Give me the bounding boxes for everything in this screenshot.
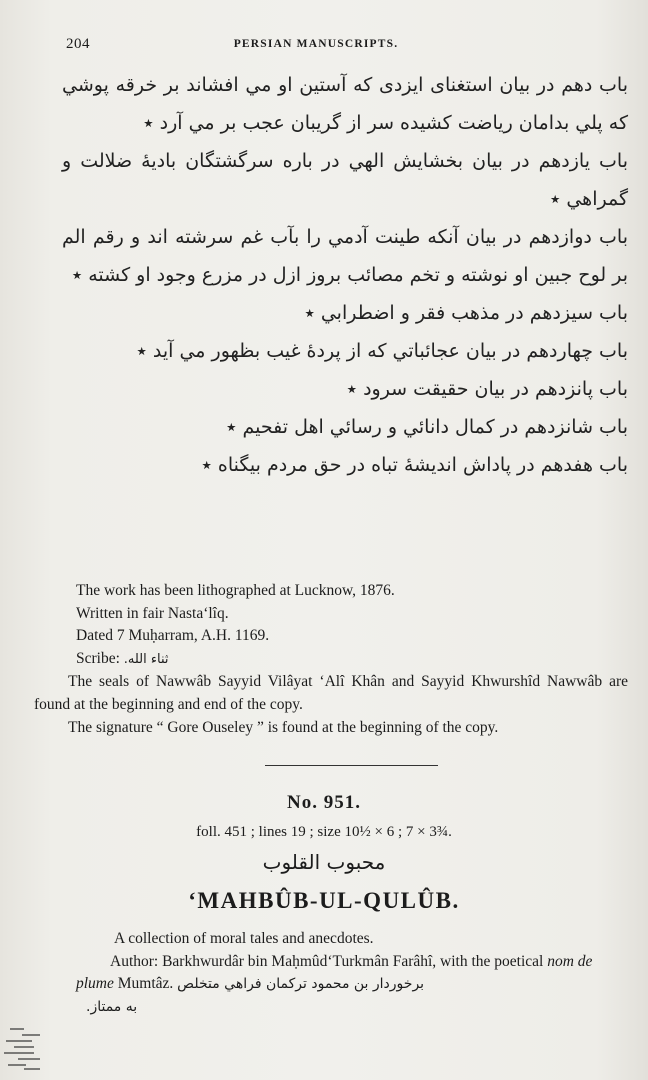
- nom-de-plume-label: nom de plume: [76, 952, 593, 992]
- entry-author: [76, 951, 628, 996]
- entry-number: No. 951.: [287, 792, 361, 813]
- note-lithographed: The work has been lithographed at Lucknow, 1876.: [76, 582, 395, 599]
- chapter-16: باب شانزدهم در كمال دانائي و رسائي اهل تفحيم ٭: [226, 416, 628, 438]
- author-label: Author:: [110, 952, 159, 970]
- author-persian: برخوردار بن محمود تركمان فراهي متخلص: [177, 976, 425, 992]
- note-signature: The signature “ Gore Ouseley ” is found at the beginning of the copy.: [68, 718, 499, 736]
- section-divider: [265, 765, 438, 766]
- entry-meta: foll. 451 ; lines 19 ; size 10½ × 6 ; 7 × 3¾.: [196, 824, 452, 840]
- page-number: 204: [66, 36, 90, 52]
- note-dated: Dated 7 Muḥarram, A.H. 1169.: [76, 627, 270, 645]
- running-title: PERSIAN MANUSCRIPTS.: [233, 38, 399, 50]
- note-written: Written in fair Nasta‘lîq.: [76, 604, 229, 622]
- entry-description: A collection of moral tales and anecdotes.: [114, 930, 374, 947]
- manuscript-notes: [34, 580, 628, 739]
- author-text: Barkhwurdâr bin Maḥmûd‘Turkmân Farâhî, with the poetical: [162, 952, 544, 970]
- scribe-name: ثناء الله.: [123, 651, 169, 667]
- author-persian-continued: به ممتاز.: [86, 998, 138, 1015]
- page-stain-mark: [0, 1010, 60, 1080]
- chapter-17: باب هفدهم در پاداش انديشهٔ تباه در حق مردم بيگناه ٭: [201, 454, 628, 476]
- entry-persian-title: محبوب القلوب: [262, 850, 386, 874]
- chapter-15: باب پانزدهم در بيان حقيقت سرود ٭: [346, 378, 628, 400]
- chapter-14: باب چهاردهم در بيان عجائباتي كه از پردهٔ غيب بظهور مي آيد ٭: [136, 340, 628, 362]
- chapter-13: باب سيزدهم در مذهب فقر و اضطرابي ٭: [304, 302, 628, 324]
- chapter-11: باب يازدهم در بيان بخشايش الهي در باره سرگشتگان باديهٔ ضلالت و گمراهي ٭: [62, 150, 628, 210]
- chapter-10: باب دهم در بيان استغناى ايزدى كه آستين او مي افشاند بر خرقه پوشي كه پلي بدامان رياضت كشيده سر از گريبان عجب بر مي آرد ٭: [62, 74, 628, 134]
- note-seals: The seals of Nawwâb Sayyid Vilâyat ‘Alî Khân and Sayyid Khwurshîd Nawwâb are found at the beginning and end of the copy.: [34, 673, 628, 713]
- page-header: [66, 36, 566, 56]
- pen-name: Mumtâz.: [117, 975, 174, 992]
- entry-body: [76, 928, 628, 1018]
- chapter-list: [62, 66, 628, 484]
- chapter-12: باب دوازدهم در بيان آنكه طينت آدمي را بآب غم سرشته اند و رقم الم بر لوح جبين او نوشته و تخم مصائب بروز ازل در مزرع وجود او كشته ٭: [62, 226, 628, 286]
- note-scribe: [76, 648, 628, 672]
- entry-title: ‘MAHBÛB-UL-QULÛB.: [188, 888, 460, 913]
- scribe-label: Scribe:: [76, 649, 120, 667]
